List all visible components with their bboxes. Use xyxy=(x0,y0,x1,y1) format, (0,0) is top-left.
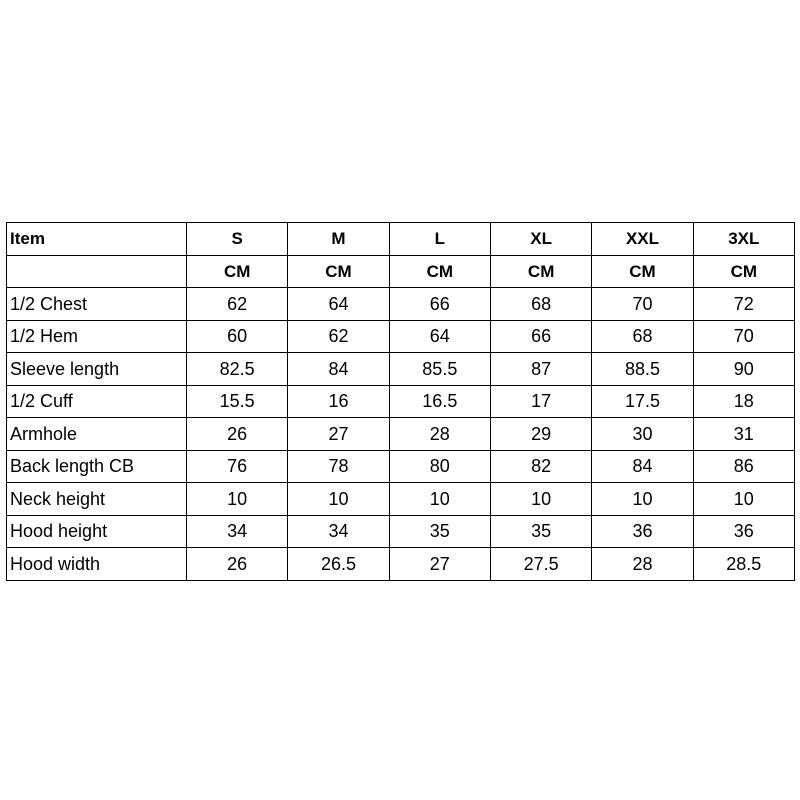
measurement-value-cell: 62 xyxy=(288,320,389,353)
measurement-value-cell: 27.5 xyxy=(490,548,591,581)
measurement-value-cell: 36 xyxy=(693,515,794,548)
measurement-value-cell: 76 xyxy=(187,450,288,483)
measurement-value-cell: 85.5 xyxy=(389,353,490,386)
table-row xyxy=(7,548,795,581)
measurement-label-cell: Armhole xyxy=(7,418,187,451)
size-header-cell: S xyxy=(187,223,288,256)
size-chart-table xyxy=(6,222,795,581)
table-row xyxy=(7,483,795,516)
measurement-value-cell: 15.5 xyxy=(187,385,288,418)
measurement-value-cell: 72 xyxy=(693,288,794,321)
measurement-value-cell: 64 xyxy=(389,320,490,353)
measurement-value-cell: 60 xyxy=(187,320,288,353)
measurement-value-cell: 82 xyxy=(490,450,591,483)
measurement-value-cell: 10 xyxy=(693,483,794,516)
measurement-value-cell: 36 xyxy=(592,515,693,548)
measurement-value-cell: 35 xyxy=(490,515,591,548)
measurement-value-cell: 64 xyxy=(288,288,389,321)
measurement-value-cell: 87 xyxy=(490,353,591,386)
unit-cell: CM xyxy=(693,255,794,288)
measurement-label-cell: Neck height xyxy=(7,483,187,516)
measurement-value-cell: 88.5 xyxy=(592,353,693,386)
measurement-value-cell: 66 xyxy=(389,288,490,321)
unit-cell: CM xyxy=(592,255,693,288)
unit-cell: CM xyxy=(389,255,490,288)
measurement-value-cell: 10 xyxy=(187,483,288,516)
measurement-label-cell: 1/2 Cuff xyxy=(7,385,187,418)
size-header-cell: XXL xyxy=(592,223,693,256)
size-header-cell: L xyxy=(389,223,490,256)
measurement-value-cell: 27 xyxy=(288,418,389,451)
measurement-value-cell: 28.5 xyxy=(693,548,794,581)
measurement-value-cell: 68 xyxy=(490,288,591,321)
measurement-value-cell: 18 xyxy=(693,385,794,418)
measurement-value-cell: 16.5 xyxy=(389,385,490,418)
measurement-label-cell: Hood width xyxy=(7,548,187,581)
measurement-value-cell: 84 xyxy=(592,450,693,483)
measurement-value-cell: 70 xyxy=(592,288,693,321)
measurement-value-cell: 10 xyxy=(592,483,693,516)
measurement-value-cell: 30 xyxy=(592,418,693,451)
measurement-label-cell: Hood height xyxy=(7,515,187,548)
unit-cell: CM xyxy=(187,255,288,288)
header-row xyxy=(7,223,795,256)
table-row xyxy=(7,320,795,353)
measurement-label-cell: Back length CB xyxy=(7,450,187,483)
measurement-value-cell: 26 xyxy=(187,548,288,581)
measurement-value-cell: 17 xyxy=(490,385,591,418)
measurement-value-cell: 86 xyxy=(693,450,794,483)
measurement-label-cell: 1/2 Hem xyxy=(7,320,187,353)
measurement-value-cell: 78 xyxy=(288,450,389,483)
table-row xyxy=(7,353,795,386)
measurement-value-cell: 84 xyxy=(288,353,389,386)
measurement-value-cell: 28 xyxy=(592,548,693,581)
measurement-label-cell: Sleeve length xyxy=(7,353,187,386)
measurement-value-cell: 10 xyxy=(389,483,490,516)
measurement-value-cell: 26.5 xyxy=(288,548,389,581)
measurement-value-cell: 10 xyxy=(490,483,591,516)
empty-label-cell xyxy=(7,255,187,288)
size-header-cell: M xyxy=(288,223,389,256)
measurement-value-cell: 27 xyxy=(389,548,490,581)
measurement-value-cell: 16 xyxy=(288,385,389,418)
unit-row xyxy=(7,255,795,288)
measurement-value-cell: 17.5 xyxy=(592,385,693,418)
measurement-label-cell: 1/2 Chest xyxy=(7,288,187,321)
measurement-value-cell: 70 xyxy=(693,320,794,353)
measurement-value-cell: 34 xyxy=(288,515,389,548)
measurement-value-cell: 66 xyxy=(490,320,591,353)
measurement-value-cell: 31 xyxy=(693,418,794,451)
measurement-value-cell: 28 xyxy=(389,418,490,451)
measurement-value-cell: 29 xyxy=(490,418,591,451)
measurement-value-cell: 35 xyxy=(389,515,490,548)
table-row xyxy=(7,288,795,321)
measurement-value-cell: 10 xyxy=(288,483,389,516)
unit-cell: CM xyxy=(288,255,389,288)
measurement-value-cell: 90 xyxy=(693,353,794,386)
table-row xyxy=(7,515,795,548)
size-header-cell: XL xyxy=(490,223,591,256)
measurement-value-cell: 62 xyxy=(187,288,288,321)
measurement-value-cell: 82.5 xyxy=(187,353,288,386)
table-row xyxy=(7,418,795,451)
measurement-value-cell: 68 xyxy=(592,320,693,353)
measurement-value-cell: 26 xyxy=(187,418,288,451)
item-header-cell: Item xyxy=(7,223,187,256)
measurement-value-cell: 34 xyxy=(187,515,288,548)
table-row xyxy=(7,450,795,483)
size-header-cell: 3XL xyxy=(693,223,794,256)
table-row xyxy=(7,385,795,418)
measurement-value-cell: 80 xyxy=(389,450,490,483)
unit-cell: CM xyxy=(490,255,591,288)
